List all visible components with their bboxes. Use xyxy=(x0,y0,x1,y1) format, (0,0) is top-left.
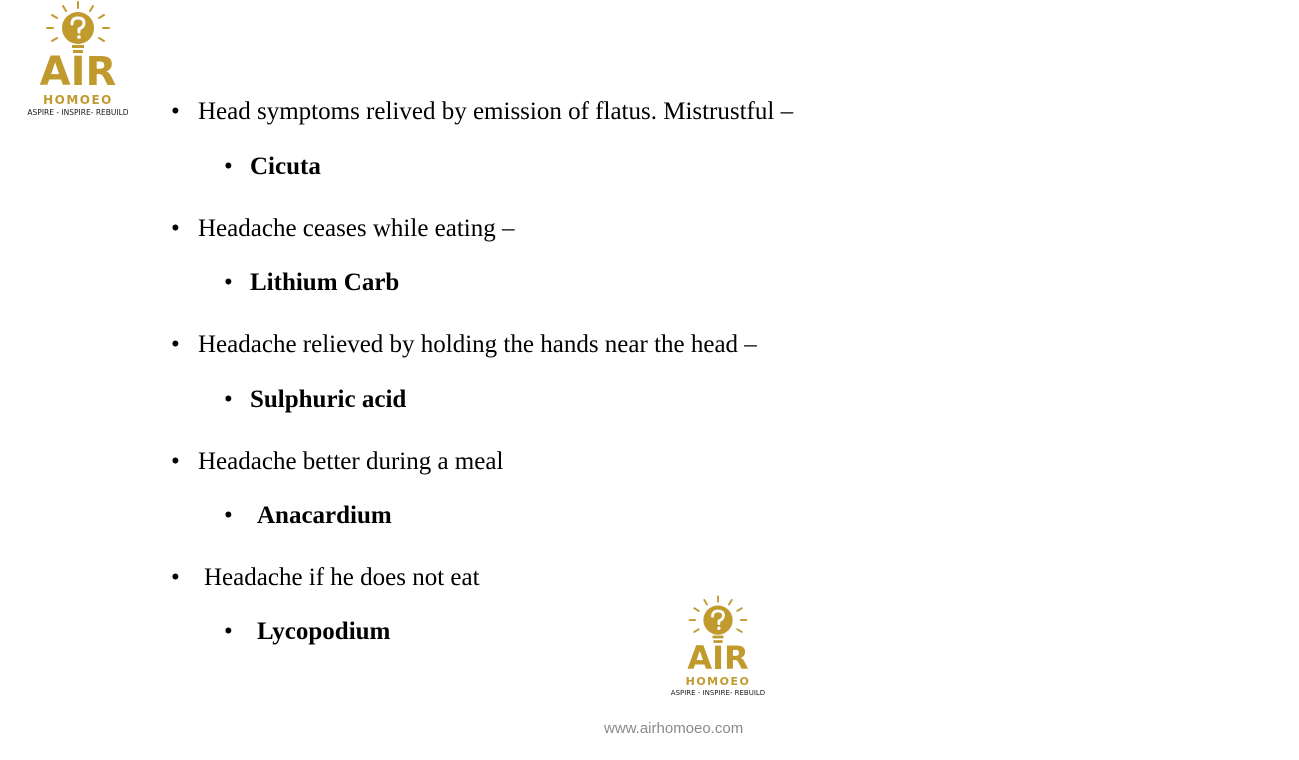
remedy-item xyxy=(224,618,390,646)
remedy-text: Anacardium xyxy=(257,502,392,529)
bullet-icon: • xyxy=(224,502,233,529)
logo-word: AIR xyxy=(39,49,117,95)
logo-subtitle: HOMOEO xyxy=(43,93,113,107)
remedy-item xyxy=(224,269,399,297)
logo-tagline: ASPIRE - INSPIRE- REBUILD xyxy=(670,689,766,697)
brand-logo-watermark xyxy=(666,594,770,697)
website-link[interactable]: www.airhomoeo.com xyxy=(604,720,744,737)
bullet-icon: • xyxy=(171,331,180,358)
remedy-text: Cicuta xyxy=(250,153,321,180)
bullet-icon: • xyxy=(224,153,233,180)
remedy-text: Lithium Carb xyxy=(250,269,400,296)
bullet-icon: • xyxy=(171,98,180,125)
symptom-text: Headache ceases while eating – xyxy=(198,215,515,242)
symptom-text: Headache better during a meal xyxy=(198,448,504,475)
bullet-icon: • xyxy=(171,448,180,475)
bullet-icon: • xyxy=(224,269,233,296)
bullet-icon: • xyxy=(171,564,180,591)
symptom-text: Headache if he does not eat xyxy=(204,564,480,591)
logo-tagline: ASPIRE - INSPIRE- REBUILD xyxy=(27,108,129,117)
symptom-text: Head symptoms relived by emission of flatus. Mistrustful – xyxy=(198,98,794,125)
bullet-icon: • xyxy=(224,386,233,413)
symptom-item xyxy=(171,564,480,592)
logo-word: AIR xyxy=(687,639,749,677)
logo-subtitle: HOMOEO xyxy=(685,675,751,688)
remedy-item xyxy=(224,153,321,181)
symptom-item xyxy=(171,448,503,476)
bullet-icon: • xyxy=(224,618,233,645)
symptom-item xyxy=(171,331,757,359)
remedy-text: Lycopodium xyxy=(257,618,391,645)
remedy-item xyxy=(224,502,392,530)
brand-logo-top xyxy=(22,0,134,117)
remedy-item xyxy=(224,386,406,414)
symptom-text: Headache relieved by holding the hands near the head – xyxy=(198,331,757,358)
remedy-text: Sulphuric acid xyxy=(250,386,407,413)
bullet-icon: • xyxy=(171,215,180,242)
symptom-item xyxy=(171,98,793,126)
symptom-item xyxy=(171,215,515,243)
